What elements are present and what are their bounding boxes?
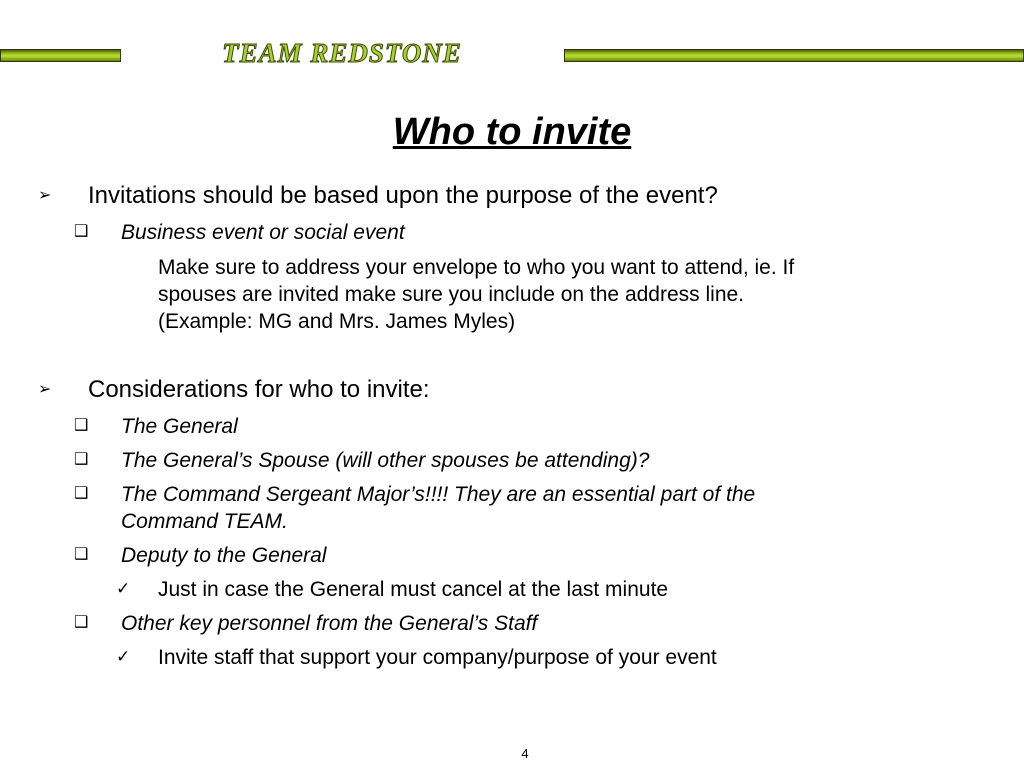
check-text: Invite staff that support your company/purpose of your event <box>158 646 717 669</box>
check-icon: ✓ <box>116 647 131 666</box>
page-number: 4 <box>521 746 529 761</box>
arrow-bullet-icon: ➢ <box>38 381 52 398</box>
sub-bullet-text: Other key personnel from the General’s Staff <box>121 612 538 635</box>
address-paragraph <box>158 254 958 335</box>
brand-logo: TEAM REDSTONE <box>222 38 462 68</box>
bullet-text: Invitations should be based upon the purpose of the event? <box>88 182 718 209</box>
box-bullet-icon: ❑ <box>74 614 89 631</box>
sub-bullet-text: Deputy to the General <box>121 544 327 567</box>
sub-bullet-text: Business event or social event <box>121 221 405 244</box>
box-bullet-icon: ❑ <box>74 451 89 468</box>
bullet-text: Considerations for who to invite: <box>88 376 430 403</box>
paragraph-line: spouses are invited make sure you include on the address line. <box>158 283 745 306</box>
paragraph-line: (Example: MG and Mrs. James Myles) <box>158 310 516 333</box>
sub-bullet-text: The General <box>121 415 238 438</box>
check-icon: ✓ <box>116 579 131 598</box>
sub-bullet-text: The General’s Spouse (will other spouses be attending)? <box>121 449 650 472</box>
box-bullet-icon: ❑ <box>74 417 89 434</box>
slide-title: Who to invite <box>392 111 632 153</box>
arrow-bullet-icon: ➢ <box>38 187 52 204</box>
paragraph-line: Make sure to address your envelope to who you want to attend, ie. If <box>158 256 795 279</box>
sub-bullet-text: The Command Sergeant Major’s!!!! They are an essential part of the <box>121 483 756 506</box>
header-bar-left <box>0 49 121 62</box>
box-bullet-icon: ❑ <box>74 546 89 563</box>
box-bullet-icon: ❑ <box>74 223 89 240</box>
box-bullet-icon: ❑ <box>74 485 89 502</box>
check-text: Just in case the General must cancel at the last minute <box>158 578 669 601</box>
sub-bullet-text: Command TEAM. <box>121 510 288 533</box>
header-bar-right <box>564 49 1024 62</box>
